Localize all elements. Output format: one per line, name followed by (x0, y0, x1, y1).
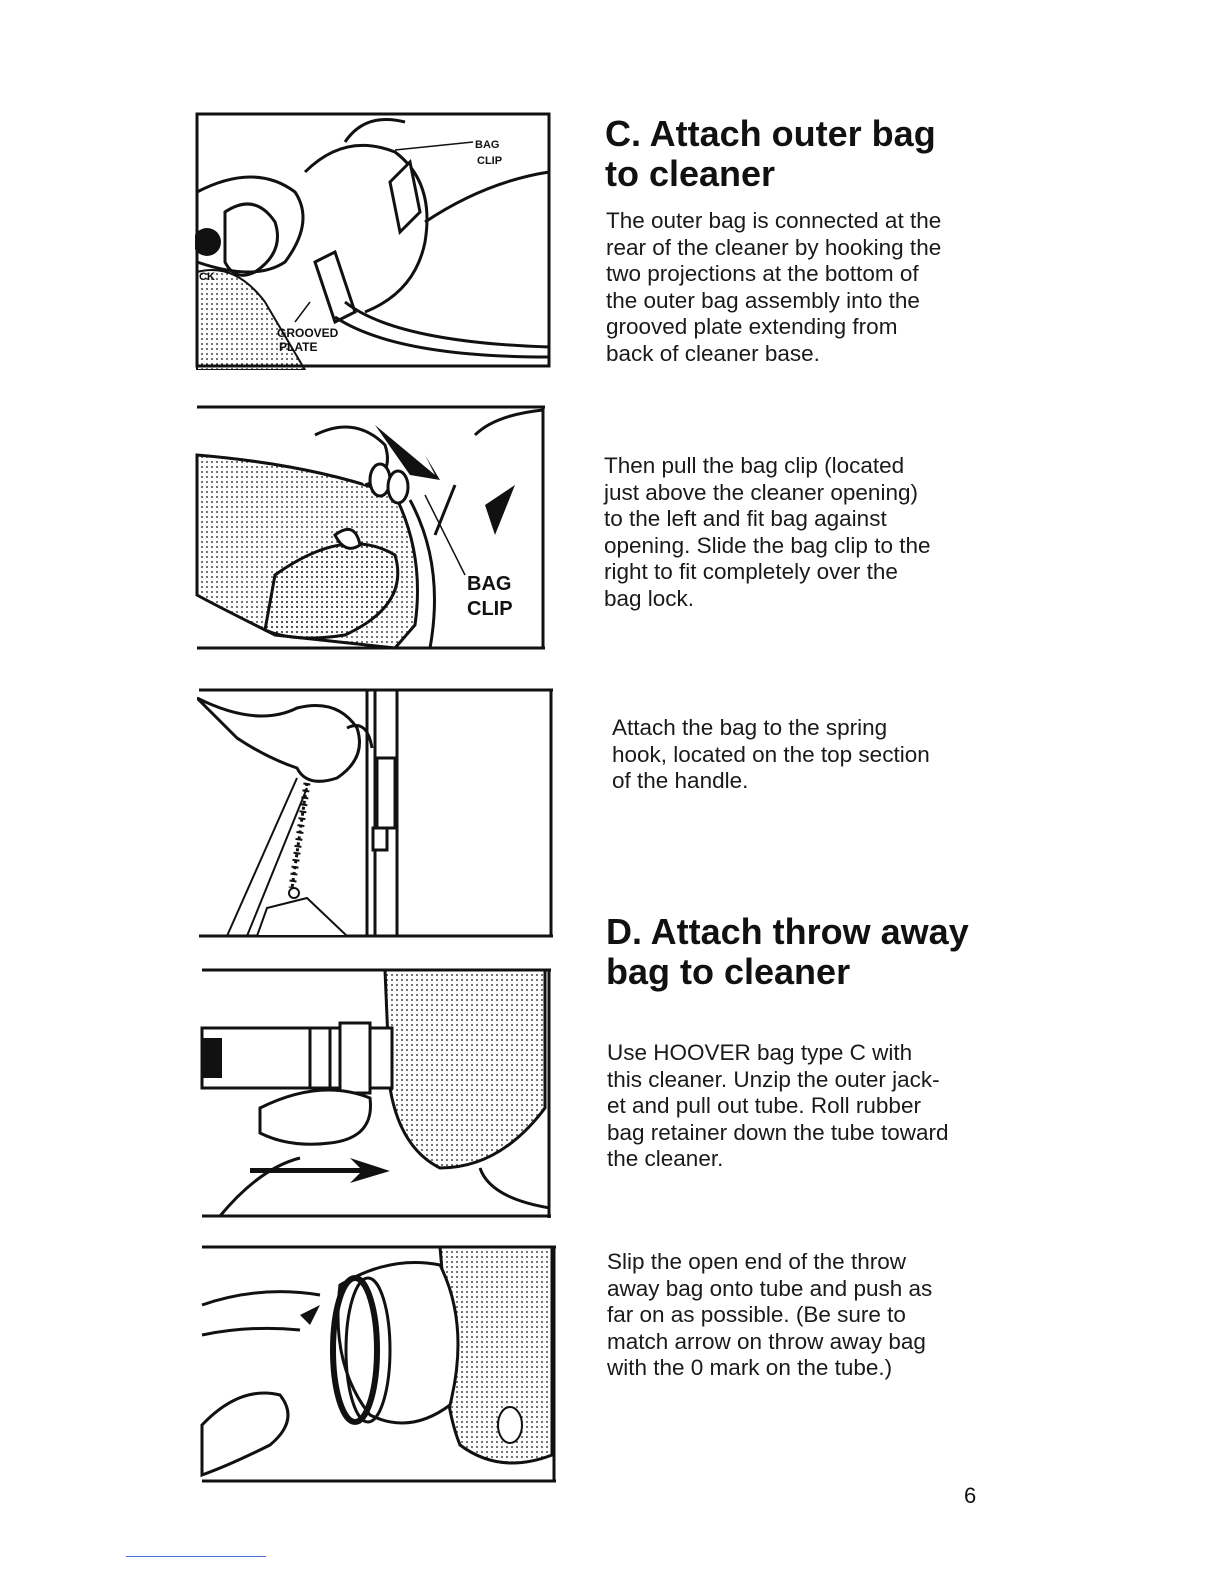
callout-clip: CLIP (467, 598, 513, 620)
figure-tube-retainer (200, 968, 553, 1220)
callout-lock: CK (199, 271, 215, 283)
section-c-heading: C. Attach outer bag to cleaner (605, 113, 936, 194)
footer-rule (126, 1556, 266, 1557)
section-c-step-1: The outer bag is connected at the rear of the cleaner by hooking the two projections at the bottom of the outer bag assembly into the grooved plate extending from back of cleaner base. (606, 208, 942, 366)
page-number: 6 (964, 1483, 977, 1508)
callout-grooved: GROOVED (277, 326, 339, 340)
section-c-step-3: Attach the bag to the spring hook, located on the top section of the handle. (612, 715, 930, 793)
callout-bag: BAG (467, 573, 512, 595)
callout-plate: PLATE (279, 340, 318, 354)
figure-bag-clip (195, 405, 547, 650)
section-d-heading: D. Attach throw away bag to cleaner (606, 911, 969, 992)
section-d-step-1: Use HOOVER bag type C with this cleaner. Unzip the outer jack- et and pull out tube. Roll rubber bag retainer down the tube toward the cleaner. (607, 1040, 949, 1171)
figure-spring-hook (197, 688, 555, 940)
section-d-step-2: Slip the open end of the throw away bag onto tube and push as far on as possible. (Be sure to match arrow on throw away bag with the 0 mark on the tube.) (607, 1249, 933, 1380)
figure-grooved-plate (195, 112, 553, 370)
figure-throw-away-bag (200, 1245, 558, 1485)
callout-clip: CLIP (477, 155, 503, 167)
section-c-step-2: Then pull the bag clip (located just above the cleaner opening) to the left and fit bag against opening. Slide the bag clip to the right to fit completely over the bag lock. (604, 453, 931, 611)
callout-bag: BAG (475, 139, 500, 151)
